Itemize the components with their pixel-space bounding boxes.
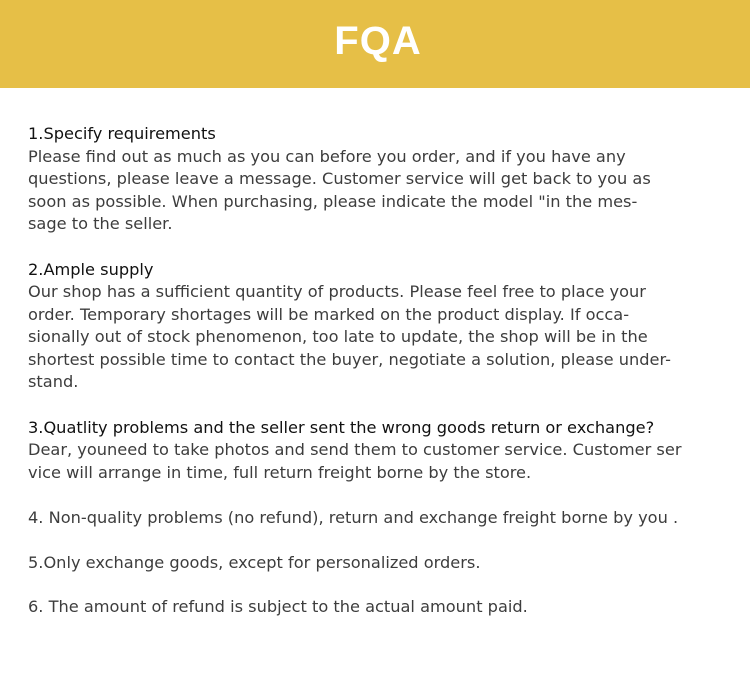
faq-section-refund	[28, 596, 728, 619]
page-title: FQA	[334, 18, 422, 63]
faq-section-requirements	[28, 123, 728, 236]
section-line: sage to the seller.	[28, 214, 173, 233]
section-line: stand.	[28, 372, 79, 391]
faq-section-quality	[28, 417, 728, 485]
section-line: vice will arrange in time, full return freight borne by the store.	[28, 462, 532, 482]
section-line: sionally out of stock phenomenon, too late to update, the shop will be in the	[28, 327, 648, 346]
section-line: Our shop has a sufficient quantity of products. Please feel free to place your	[28, 282, 646, 301]
section-line: order. Temporary shortages will be marked on the product display. If occa-	[28, 304, 630, 324]
section-heading: 3.Quatlity problems and the seller sent the wrong goods return or exchange?	[28, 417, 655, 437]
faq-section-non-quality	[28, 507, 728, 530]
faq-section-supply	[28, 259, 728, 394]
section-line: Please find out as much as you can before you order, and if you have any	[28, 146, 626, 166]
section-line: questions, please leave a message. Customer service will get back to you as	[28, 169, 651, 188]
section-text: 4. Non-quality problems (no refund), return and exchange freight borne by you .	[28, 508, 679, 527]
header-banner	[0, 0, 750, 88]
section-heading: 2.Ample supply	[28, 259, 154, 279]
section-text: 5.Only exchange goods, except for personalized orders.	[28, 552, 481, 572]
section-line: Dear, youneed to take photos and send them to customer service. Customer ser	[28, 440, 682, 459]
faq-section-exchange	[28, 552, 728, 575]
faq-content	[28, 123, 728, 641]
section-text: 6. The amount of refund is subject to the actual amount paid.	[28, 597, 528, 616]
section-heading: 1.Specify requirements	[28, 124, 216, 143]
section-line: soon as possible. When purchasing, please indicate the model "in the mes-	[28, 191, 638, 211]
section-line: shortest possible time to contact the buyer, negotiate a solution, please under-	[28, 349, 671, 369]
